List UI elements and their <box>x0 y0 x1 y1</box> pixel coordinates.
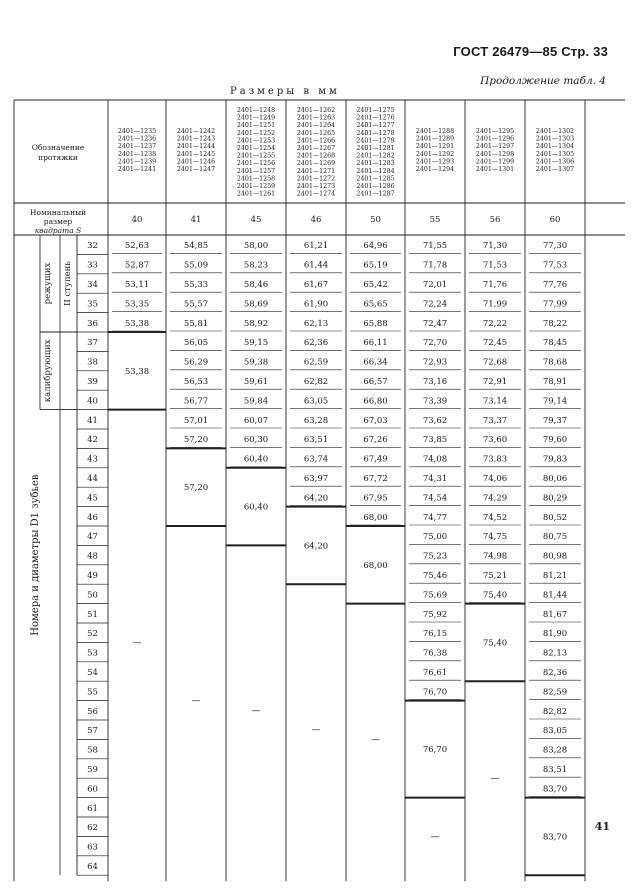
cell-value: 79,37 <box>542 415 568 426</box>
merged-value: 83,70 <box>542 832 568 843</box>
column-code: 2401—1237 <box>117 143 157 151</box>
row-number: 38 <box>87 357 98 368</box>
row-number: 63 <box>87 842 98 853</box>
cell-value: 60,30 <box>243 435 269 446</box>
cell-value: 75,92 <box>422 609 448 620</box>
cell-value: 83,70 <box>542 784 568 795</box>
column-code: 2401—1252 <box>236 129 276 137</box>
cell-value: 77,30 <box>542 241 568 252</box>
cell-value: 61,44 <box>303 260 329 271</box>
cell-value: 68,00 <box>363 512 388 523</box>
cell-value: 71,55 <box>422 241 448 252</box>
merged-value: 53,38 <box>124 366 150 377</box>
row-number: 56 <box>87 706 98 717</box>
cell-value: 72,24 <box>422 299 448 310</box>
column-code: 2401—1288 <box>415 128 455 135</box>
column-code: 2401—1269 <box>296 160 336 168</box>
cell-value: 58,23 <box>243 260 269 271</box>
table-continuation-caption: Продолжение табл. 4 <box>480 75 606 87</box>
column-code: 2401—1245 <box>176 150 216 158</box>
cell-value: 75,23 <box>422 551 448 562</box>
cell-value: 73,60 <box>482 435 508 446</box>
row-number: 50 <box>87 590 98 601</box>
column-code: 2401—1265 <box>296 129 336 137</box>
column-code: 2401—1255 <box>236 152 276 160</box>
empty-dash: — <box>430 832 440 843</box>
row-number: 53 <box>87 648 98 659</box>
cell-value: 55,81 <box>183 318 209 329</box>
column-code: 2401—1251 <box>236 122 276 130</box>
merged-value: 57,20 <box>183 483 209 494</box>
column-code: 2401—1296 <box>475 135 515 143</box>
cell-value: 57,20 <box>183 435 209 446</box>
column-code: 2401—1268 <box>296 152 336 160</box>
column-code: 2401—1241 <box>117 166 157 173</box>
column-code: 2401—1302 <box>535 128 575 135</box>
cell-value: 63,74 <box>303 454 329 465</box>
column-code: 2401—1282 <box>356 152 395 160</box>
column-code: 2401—1242 <box>176 128 216 135</box>
column-code: 2401—1276 <box>356 114 395 122</box>
column-code: 2401—1264 <box>296 122 336 130</box>
cell-value: 55,33 <box>183 279 209 290</box>
row-number: 42 <box>87 435 98 446</box>
cell-value: 73,39 <box>422 396 448 407</box>
cell-value: 58,69 <box>243 299 269 310</box>
column-code: 2401—1256 <box>236 160 276 168</box>
column-code: 2401—1275 <box>356 107 395 114</box>
cell-value: 60,40 <box>243 454 269 465</box>
cell-value: 62,13 <box>303 318 329 329</box>
row-number: 41 <box>87 415 98 426</box>
column-nominal: 60 <box>549 215 561 225</box>
column-code: 2401—1304 <box>535 143 575 151</box>
cell-value: 59,15 <box>243 338 269 349</box>
row-number: 34 <box>87 279 98 290</box>
designation-label: Обозначение <box>31 143 85 152</box>
group-stage-label: II ступень <box>63 261 73 306</box>
column-code: 2401—1272 <box>296 175 336 183</box>
column-code: 2401—1299 <box>475 158 515 166</box>
cell-value: 76,70 <box>422 687 448 698</box>
cell-value: 75,46 <box>422 570 448 581</box>
cell-value: 67,72 <box>363 473 388 484</box>
column-code: 2401—1285 <box>356 175 395 183</box>
cell-value: 53,11 <box>124 279 150 290</box>
column-code: 2401—1266 <box>296 137 336 145</box>
cell-value: 55,09 <box>183 260 209 271</box>
merged-value: 68,00 <box>363 560 388 571</box>
column-code: 2401—1294 <box>415 166 455 173</box>
cell-value: 56,77 <box>183 396 209 407</box>
cell-value: 65,65 <box>363 299 388 310</box>
column-code: 2401—1305 <box>535 150 575 158</box>
cell-value: 65,19 <box>363 260 388 271</box>
cell-value: 65,88 <box>363 318 388 329</box>
cell-value: 63,51 <box>303 435 329 446</box>
column-nominal: 55 <box>429 215 441 225</box>
cell-value: 80,52 <box>542 512 568 523</box>
cell-value: 66,11 <box>363 338 388 349</box>
column-code: 2401—1258 <box>236 175 276 183</box>
nominal-label: квадрата S <box>34 226 82 235</box>
column-code: 2401—1263 <box>296 114 336 122</box>
cell-value: 75,69 <box>422 590 448 601</box>
designation-label: протяжки <box>38 153 78 162</box>
cell-value: 77,99 <box>542 299 568 310</box>
cell-value: 80,98 <box>542 551 568 562</box>
merged-value: 60,40 <box>243 502 269 513</box>
row-number: 48 <box>87 551 98 562</box>
cell-value: 78,45 <box>542 338 568 349</box>
cell-value: 59,84 <box>243 396 269 407</box>
row-number: 52 <box>87 629 98 640</box>
column-code: 2401—1235 <box>117 128 157 135</box>
empty-dash: — <box>371 735 380 746</box>
column-nominal: 40 <box>131 215 143 225</box>
cell-value: 77,53 <box>542 260 568 271</box>
cell-value: 81,44 <box>542 590 568 601</box>
cell-value: 74,08 <box>422 454 448 465</box>
cell-value: 73,14 <box>482 396 508 407</box>
cell-value: 66,34 <box>363 357 388 368</box>
cell-value: 57,01 <box>183 415 209 426</box>
column-code: 2401—1253 <box>236 137 276 145</box>
row-number: 62 <box>87 823 98 834</box>
cell-value: 66,80 <box>363 396 388 407</box>
column-code: 2401—1248 <box>236 107 276 114</box>
cell-value: 83,05 <box>542 726 568 737</box>
cell-value: 71,30 <box>482 241 508 252</box>
empty-dash: — <box>191 696 201 707</box>
column-code: 2401—1292 <box>415 150 455 158</box>
row-number: 47 <box>87 532 98 543</box>
cell-value: 82,82 <box>542 706 568 717</box>
cell-value: 81,21 <box>542 570 568 581</box>
row-number: 44 <box>87 473 98 484</box>
column-code: 2401—1267 <box>296 145 336 152</box>
row-number: 40 <box>87 396 98 407</box>
rows-axis-label: Номера и диаметры D1 зубьев <box>30 474 41 636</box>
row-number: 43 <box>87 454 98 465</box>
cell-value: 75,00 <box>422 532 448 543</box>
cell-value: 77,76 <box>542 279 568 290</box>
column-code: 2401—1244 <box>176 143 216 151</box>
cell-value: 59,38 <box>243 357 269 368</box>
cell-value: 60,07 <box>243 415 269 426</box>
column-code: 2401—1247 <box>176 166 216 173</box>
merged-value: 76,70 <box>422 745 448 756</box>
row-number: 37 <box>87 338 98 349</box>
row-number: 54 <box>87 667 98 678</box>
row-number: 45 <box>87 493 98 504</box>
row-number: 46 <box>87 512 98 523</box>
cell-value: 73,83 <box>482 454 508 465</box>
cell-value: 83,28 <box>542 745 568 756</box>
row-number: 59 <box>87 764 98 775</box>
row-number: 51 <box>87 609 98 620</box>
group-cutting-label: режущих <box>43 262 53 305</box>
cell-value: 66,57 <box>363 376 388 387</box>
cell-value: 72,70 <box>422 338 448 349</box>
row-number: 64 <box>87 861 98 872</box>
cell-value: 78,68 <box>542 357 568 368</box>
column-code: 2401—1279 <box>356 137 395 145</box>
cell-value: 59,61 <box>243 376 269 387</box>
row-number: 39 <box>87 376 98 387</box>
column-code: 2401—1243 <box>176 135 216 143</box>
cell-value: 58,92 <box>243 318 269 329</box>
column-nominal: 56 <box>489 215 501 225</box>
cell-value: 74,31 <box>422 473 448 484</box>
column-code: 2401—1249 <box>236 114 276 122</box>
cell-value: 75,21 <box>482 570 508 581</box>
column-code: 2401—1287 <box>356 190 395 198</box>
column-code: 2401—1289 <box>415 135 455 143</box>
cell-value: 63,28 <box>303 415 329 426</box>
column-code: 2401—1262 <box>296 107 336 114</box>
cell-value: 80,06 <box>542 473 568 484</box>
cell-value: 76,61 <box>422 667 448 678</box>
cell-value: 78,91 <box>542 376 568 387</box>
cell-value: 67,26 <box>363 435 388 446</box>
cell-value: 73,85 <box>422 435 448 446</box>
cell-value: 52,63 <box>124 241 150 252</box>
cell-value: 65,42 <box>363 279 388 290</box>
cell-value: 58,00 <box>243 241 269 252</box>
row-number: 33 <box>87 260 98 271</box>
cell-value: 82,36 <box>542 667 568 678</box>
cell-value: 72,01 <box>422 279 448 290</box>
column-code: 2401—1271 <box>296 167 336 175</box>
merged-value: 75,40 <box>482 638 508 649</box>
column-code: 2401—1261 <box>236 190 276 198</box>
column-code: 2401—1236 <box>117 135 157 143</box>
column-code: 2401—1293 <box>415 158 455 166</box>
empty-dash: — <box>251 706 261 717</box>
cell-value: 83,51 <box>542 764 568 775</box>
cell-value: 67,95 <box>363 493 388 504</box>
cell-value: 74,54 <box>422 493 448 504</box>
row-number: 49 <box>87 570 98 581</box>
cell-value: 74,06 <box>482 473 508 484</box>
page-number: 41 <box>594 820 610 833</box>
column-code: 2401—1274 <box>296 190 336 198</box>
column-code: 2401—1281 <box>356 145 395 152</box>
column-nominal: 50 <box>370 215 381 225</box>
cell-value: 73,37 <box>482 415 508 426</box>
cell-value: 54,85 <box>183 241 209 252</box>
cell-value: 62,82 <box>303 376 329 387</box>
empty-dash: — <box>490 774 500 785</box>
cell-value: 63,05 <box>303 396 329 407</box>
column-code: 2401—1238 <box>117 150 157 158</box>
row-number: 35 <box>87 299 98 310</box>
cell-value: 72,22 <box>482 318 508 329</box>
column-code: 2401—1286 <box>356 183 395 190</box>
column-code: 2401—1277 <box>356 122 395 130</box>
cell-value: 74,52 <box>482 512 508 523</box>
group-calibrating-label: калибрующих <box>43 339 53 403</box>
cell-value: 79,14 <box>542 396 568 407</box>
cell-value: 73,16 <box>422 376 448 387</box>
cell-value: 52,87 <box>124 260 150 271</box>
cell-value: 61,67 <box>303 279 329 290</box>
cell-value: 71,78 <box>422 260 448 271</box>
column-code: 2401—1306 <box>535 158 575 166</box>
cell-value: 56,53 <box>183 376 209 387</box>
cell-value: 74,77 <box>422 512 448 523</box>
column-nominal: 45 <box>250 215 262 225</box>
column-code: 2401—1246 <box>176 158 216 166</box>
cell-value: 72,45 <box>482 338 508 349</box>
cell-value: 72,68 <box>482 357 508 368</box>
cell-value: 81,67 <box>542 609 568 620</box>
cell-value: 72,93 <box>422 357 448 368</box>
cell-value: 55,57 <box>183 299 209 310</box>
cell-value: 63,97 <box>303 473 329 484</box>
cell-value: 53,35 <box>124 299 150 310</box>
cell-value: 75,40 <box>482 590 508 601</box>
row-number: 57 <box>87 726 98 737</box>
cell-value: 67,03 <box>363 415 388 426</box>
column-code: 2401—1239 <box>117 158 157 166</box>
column-code: 2401—1291 <box>415 143 455 151</box>
cell-value: 81,90 <box>542 629 568 640</box>
sizes-caption: Размеры в мм <box>230 86 340 97</box>
cell-value: 80,29 <box>542 493 568 504</box>
nominal-label: Номинальный <box>29 208 87 217</box>
cell-value: 62,59 <box>303 357 329 368</box>
column-code: 2401—1297 <box>475 143 515 151</box>
row-number: 36 <box>87 318 98 329</box>
document-header: ГОСТ 26479—85 Стр. 33 <box>453 44 608 59</box>
cell-value: 76,38 <box>422 648 448 659</box>
column-code: 2401—1307 <box>535 166 575 173</box>
column-nominal: 46 <box>310 215 322 225</box>
cell-value: 64,20 <box>303 493 329 504</box>
cell-value: 56,29 <box>183 357 209 368</box>
column-code: 2401—1295 <box>475 128 515 135</box>
column-code: 2401—1283 <box>356 160 395 168</box>
empty-dash: — <box>311 725 321 736</box>
cell-value: 62,36 <box>303 338 329 349</box>
cell-value: 78,22 <box>542 318 568 329</box>
row-number: 60 <box>87 784 98 795</box>
row-number: 32 <box>87 241 98 252</box>
cell-value: 79,60 <box>542 435 568 446</box>
cell-value: 61,90 <box>303 299 329 310</box>
column-code: 2401—1284 <box>356 167 395 175</box>
column-code: 2401—1257 <box>236 167 276 175</box>
column-code: 2401—1301 <box>475 166 515 173</box>
column-nominal: 41 <box>190 215 202 225</box>
cell-value: 71,76 <box>482 279 508 290</box>
cell-value: 82,59 <box>542 687 568 698</box>
cell-value: 79,83 <box>542 454 568 465</box>
cell-value: 53,38 <box>124 318 150 329</box>
cell-value: 71,53 <box>482 260 508 271</box>
merged-value: 64,20 <box>303 541 329 552</box>
cell-value: 61,21 <box>303 241 329 252</box>
cell-value: 71,99 <box>482 299 508 310</box>
column-code: 2401—1259 <box>236 183 276 190</box>
nominal-label: размер <box>43 217 73 226</box>
cell-value: 82,13 <box>542 648 568 659</box>
empty-dash: — <box>132 638 142 649</box>
column-code: 2401—1254 <box>236 145 276 152</box>
cell-value: 80,75 <box>542 532 568 543</box>
row-number: 61 <box>87 803 98 814</box>
column-code: 2401—1303 <box>535 135 575 143</box>
cell-value: 72,47 <box>422 318 448 329</box>
column-code: 2401—1298 <box>475 150 515 158</box>
row-number: 55 <box>87 687 98 698</box>
column-code: 2401—1278 <box>356 129 395 137</box>
cell-value: 72,91 <box>482 376 508 387</box>
cell-value: 74,29 <box>482 493 508 504</box>
cell-value: 73,62 <box>422 415 448 426</box>
cell-value: 74,98 <box>482 551 508 562</box>
cell-value: 64,96 <box>363 241 388 252</box>
cell-value: 76,15 <box>422 629 448 640</box>
cell-value: 58,46 <box>243 279 269 290</box>
cell-value: 74,75 <box>482 532 508 543</box>
cell-value: 67,49 <box>363 454 388 465</box>
column-code: 2401—1273 <box>296 183 336 190</box>
cell-value: 56,05 <box>183 338 209 349</box>
row-number: 58 <box>87 745 98 756</box>
